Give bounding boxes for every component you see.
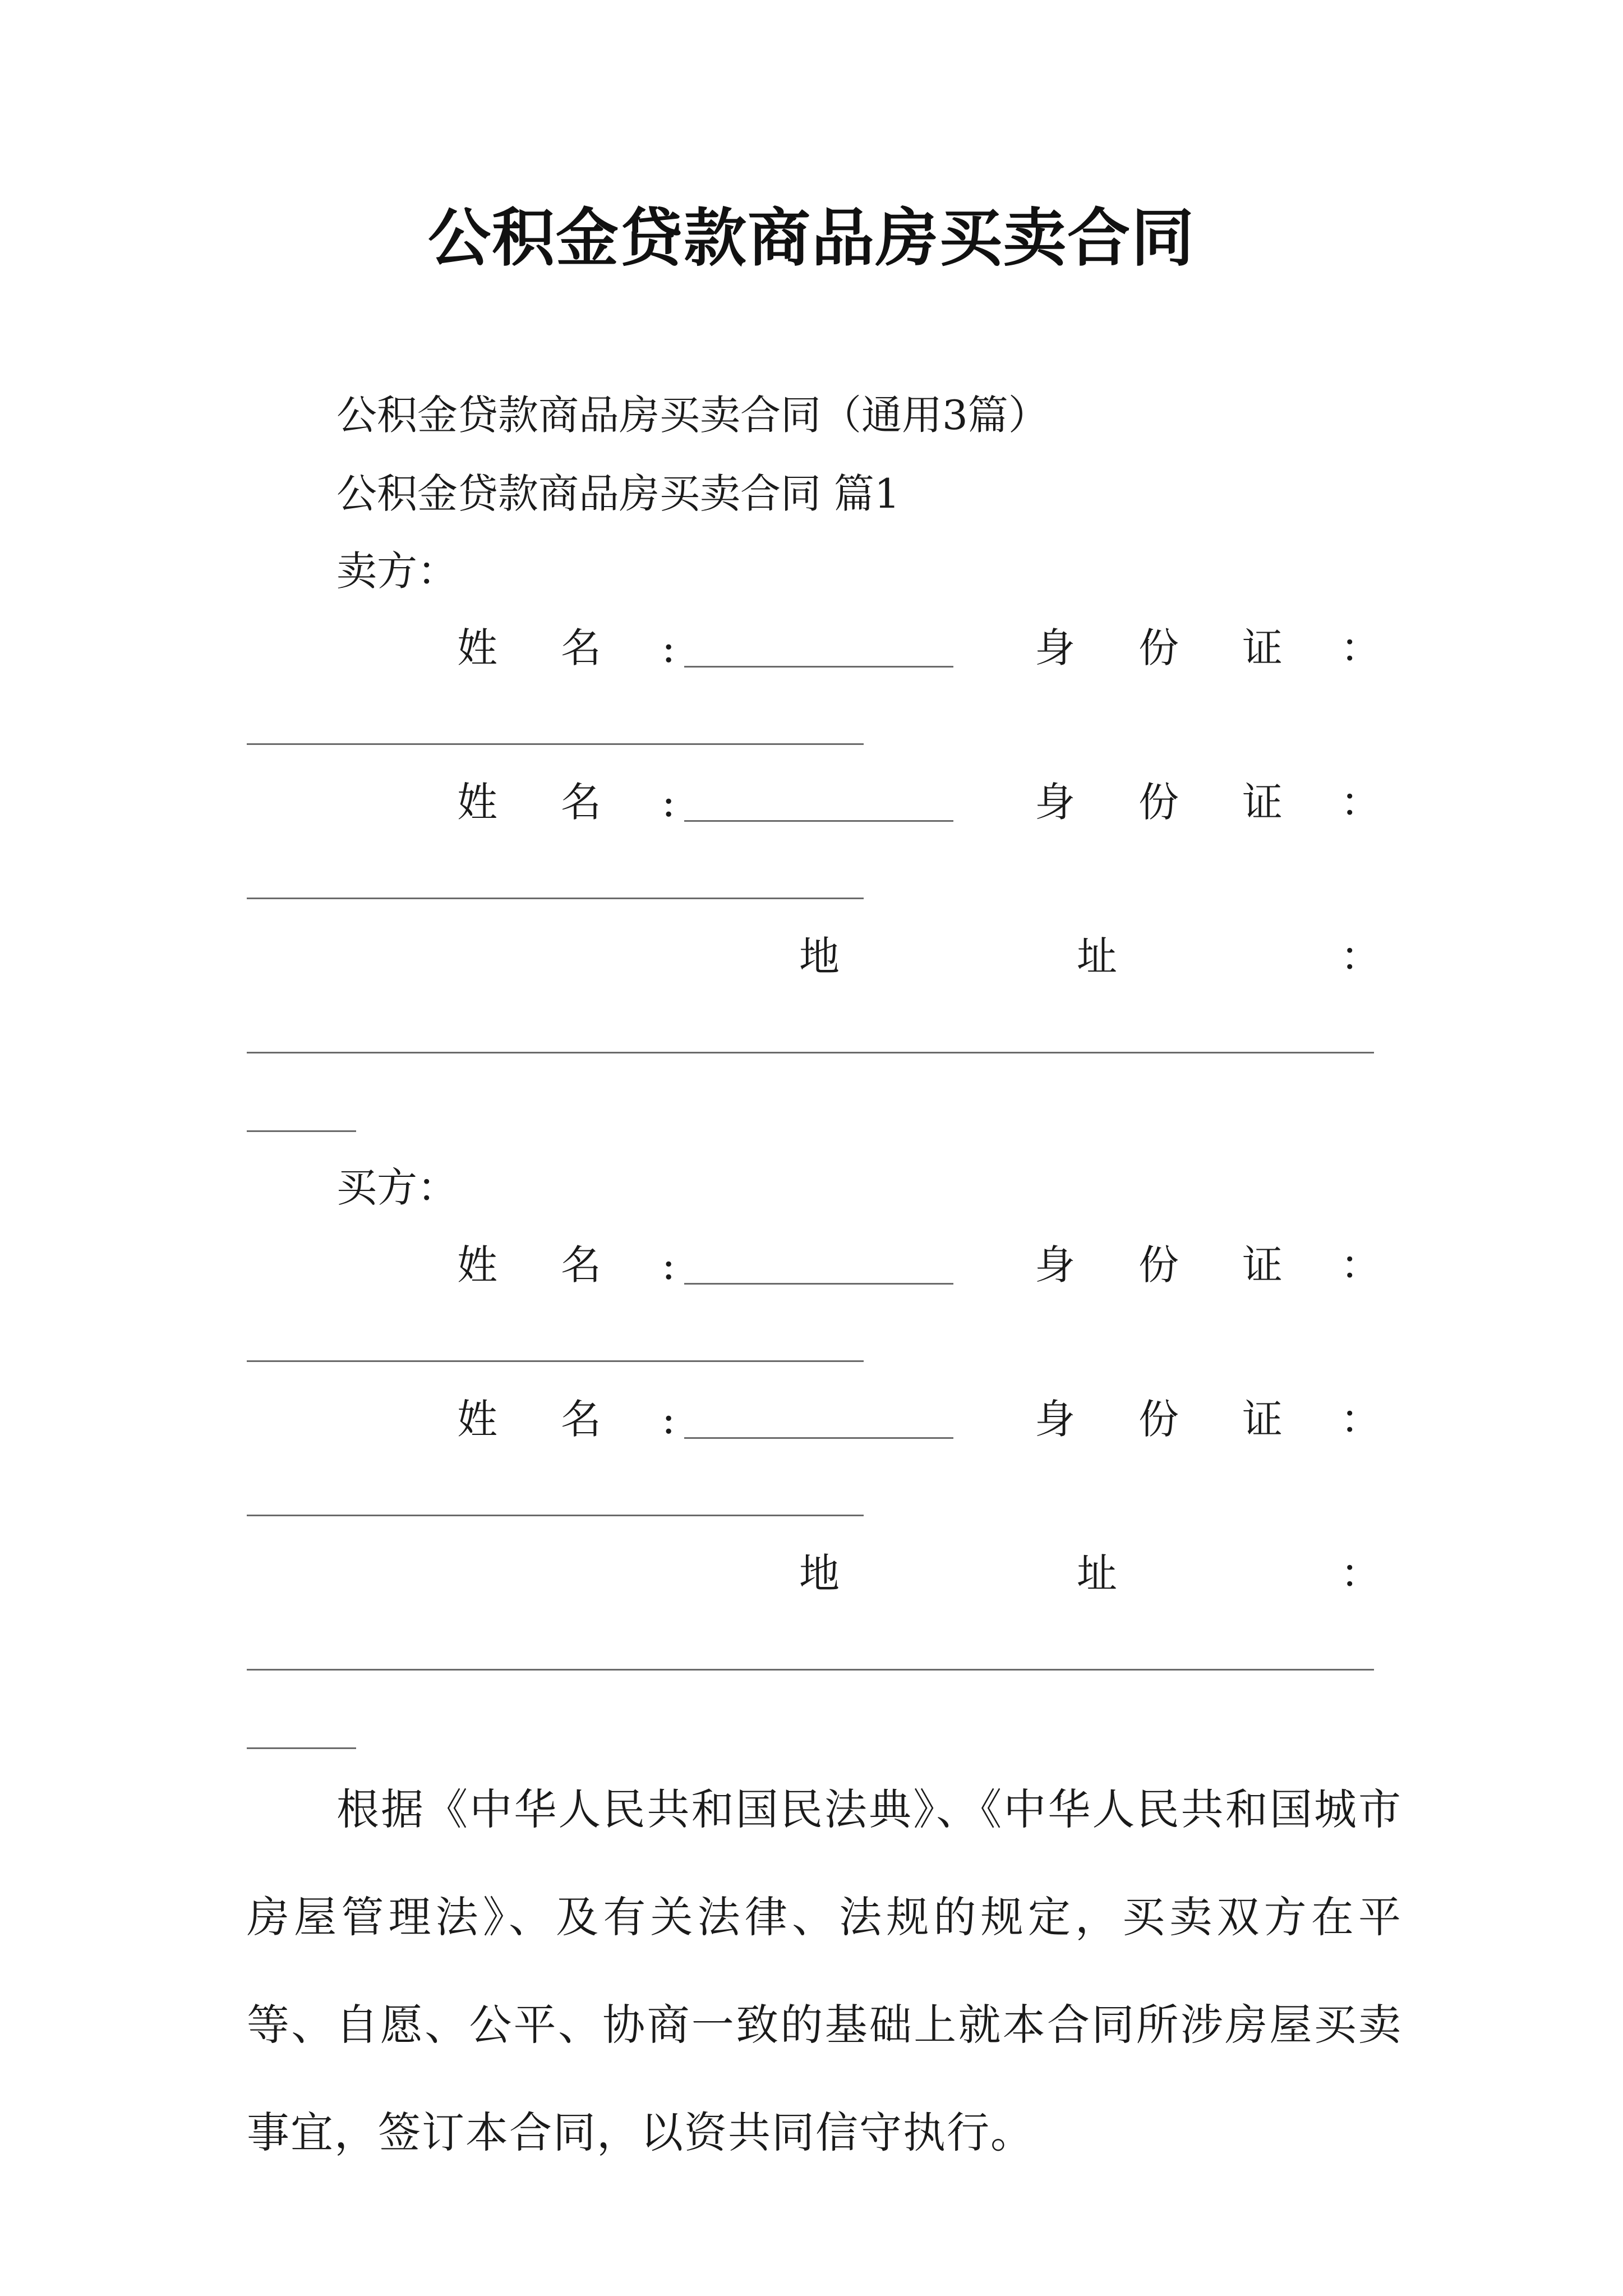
buyer-2-name-blank bbox=[684, 1437, 953, 1439]
buyer-1-name-blank bbox=[684, 1283, 953, 1285]
id-label-char: 份 bbox=[1138, 1396, 1179, 1443]
buyer-2-id-blank bbox=[247, 1515, 864, 1516]
id-label-char: 身 bbox=[1035, 624, 1076, 671]
name-label-char: 名 bbox=[561, 624, 602, 671]
address-label-char: 址 bbox=[1077, 933, 1118, 980]
name-label-char: 姓 bbox=[457, 1396, 498, 1443]
name-label-char: 姓 bbox=[457, 624, 498, 671]
seller-2-name-blank bbox=[684, 820, 953, 822]
id-label-char: 份 bbox=[1138, 779, 1179, 826]
id-label-char: 证 bbox=[1242, 1396, 1283, 1443]
buyer-row-1 bbox=[0, 1237, 1623, 1293]
name-colon: : bbox=[662, 624, 676, 671]
seller-address-blank bbox=[247, 1052, 1374, 1053]
id-label-char: 证 bbox=[1242, 1241, 1283, 1289]
document-title: 公积金贷款商品房买卖合同 bbox=[428, 201, 1195, 275]
id-label-char: 份 bbox=[1138, 624, 1179, 671]
name-label-char: 名 bbox=[561, 779, 602, 826]
id-colon: ： bbox=[1340, 624, 1381, 671]
seller-1-name-blank bbox=[684, 666, 953, 668]
id-label-char: 身 bbox=[1035, 779, 1076, 826]
name-colon: : bbox=[662, 779, 676, 826]
id-colon: ： bbox=[1340, 1241, 1381, 1289]
buyer-row-2 bbox=[0, 1391, 1623, 1447]
seller-address-row bbox=[0, 928, 1623, 984]
preamble-paragraph: 根据《中华人民共和国民法典》、《中华人民共和国城市房屋管理法》、及有关法律、法规的规定，买卖双方在平等、自愿、公平、协商一致的基础上就本合同所涉房屋买卖事宜，签订本合同，以资共同信守执行。 bbox=[247, 1784, 1402, 2157]
buyer-address-blank bbox=[247, 1669, 1374, 1671]
id-colon: ： bbox=[1340, 779, 1381, 826]
name-label-char: 姓 bbox=[457, 1241, 498, 1289]
name-colon: : bbox=[662, 1396, 676, 1443]
address-colon: ： bbox=[1340, 1550, 1381, 1597]
name-label-char: 姓 bbox=[457, 779, 498, 826]
id-label-char: 份 bbox=[1138, 1241, 1179, 1289]
name-label-char: 名 bbox=[561, 1241, 602, 1289]
seller-1-id-blank bbox=[247, 743, 864, 745]
part-heading: 公积金贷款商品房买卖合同 篇1 bbox=[336, 470, 900, 517]
id-label-char: 身 bbox=[1035, 1241, 1076, 1289]
address-label-char: 地 bbox=[799, 933, 840, 980]
buyer-label: 买方： bbox=[336, 1164, 458, 1211]
address-colon: ： bbox=[1340, 933, 1381, 980]
id-label-char: 证 bbox=[1242, 779, 1283, 826]
address-label-char: 址 bbox=[1077, 1550, 1118, 1597]
id-label-char: 证 bbox=[1242, 624, 1283, 671]
seller-2-id-blank bbox=[247, 898, 864, 899]
seller-row-2 bbox=[0, 774, 1623, 830]
buyer-1-id-blank bbox=[247, 1360, 864, 1362]
id-label-char: 身 bbox=[1035, 1396, 1076, 1443]
name-label-char: 名 bbox=[561, 1396, 602, 1443]
id-colon: ： bbox=[1340, 1396, 1381, 1443]
document-subtitle: 公积金贷款商品房买卖合同（通用3篇） bbox=[336, 392, 1049, 439]
name-colon: : bbox=[662, 1241, 676, 1289]
seller-label: 卖方： bbox=[336, 547, 458, 595]
seller-address-blank-cont bbox=[247, 1130, 356, 1132]
seller-row-1 bbox=[0, 620, 1623, 676]
address-label-char: 地 bbox=[799, 1550, 840, 1597]
buyer-address-row bbox=[0, 1545, 1623, 1602]
buyer-address-blank-cont bbox=[247, 1747, 356, 1749]
